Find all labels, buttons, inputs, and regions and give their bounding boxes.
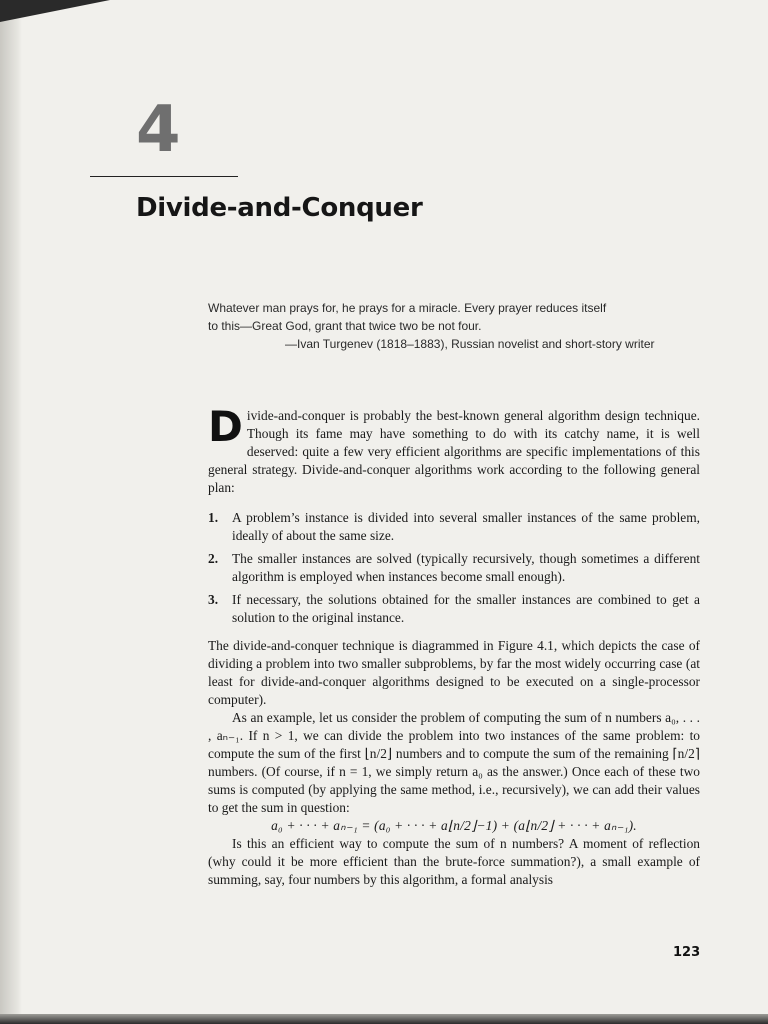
list-item xyxy=(208,509,700,545)
list-item xyxy=(208,550,700,586)
list-item xyxy=(208,591,700,627)
diagram-paragraph: The divide-and-conquer technique is diagrammed in Figure 4.1, which depicts the case of dividing a problem into two smaller subproblems, by far the most widely occurring case (at least for divide-and-conquer algorithms designed to be executed on a single-processor computer). xyxy=(208,638,700,707)
list-item-number: 1. xyxy=(208,510,219,525)
chapter-number: 4 xyxy=(136,93,181,167)
list-item-text: A problem’s instance is divided into several smaller instances of the same problem, ideally of about the same size. xyxy=(232,510,700,543)
page-corner-shadow xyxy=(0,0,110,22)
page-bottom-edge xyxy=(0,1014,768,1024)
epigraph-line-2: to this—Great God, grant that twice two be not four. xyxy=(208,319,482,333)
list-item-text: If necessary, the solutions obtained for the smaller instances are combined to get a solution to the original instance. xyxy=(232,592,700,625)
sum-formula: a₀ + · · · + aₙ₋₁ = (a₀ + · · · + a⌊n/2⌋−1) + (a⌊n/2⌋ + · · · + aₙ₋₁). xyxy=(271,818,637,833)
intro-paragraph xyxy=(208,402,700,497)
intro-text: ivide-and-conquer is probably the best-known general algorithm design technique. Though its fame may have something to do with its catchy name, it is well deserved: quite a few very efficient algorithms are specific implementations of this general strategy. Divide-and-conquer algorithms work according to the following general plan: xyxy=(208,408,700,495)
list-item-text: The smaller instances are solved (typically recursively, though sometimes a different algorithm is employed when instances become small enough). xyxy=(232,551,700,584)
list-item-number: 3. xyxy=(208,592,219,607)
example-paragraph: As an example, let us consider the problem of computing the sum of n numbers a₀, . . . , aₙ₋₁. If n > 1, we can divide the problem into two instances of the same problem: to compute the sum of the first ⌊n/2⌋ numbers and to compute the sum of the remaining ⌈n/2⌉ numbers. (Of course, if n = 1, we simply return a₀ as the answer.) Once each of these two sums is computed (by applying the same method, i.e., recursively), we can add their values to get the sum in question: xyxy=(208,710,700,815)
epigraph xyxy=(208,299,668,353)
question-paragraph: Is this an efficient way to compute the sum of n numbers? A moment of reflection (why could it be more efficient than the brute-force summation?), a small example of summing, say, four numbers by this algorithm, a formal analysis xyxy=(208,836,700,887)
drop-cap: D xyxy=(208,402,243,451)
chapter-rule xyxy=(90,176,238,177)
epigraph-attribution: —Ivan Turgenev (1818–1883), Russian novelist and short-story writer xyxy=(285,337,655,351)
page-binding-shadow xyxy=(0,0,22,1024)
plan-list xyxy=(208,509,700,627)
list-item-number: 2. xyxy=(208,551,219,566)
epigraph-line-1: Whatever man prays for, he prays for a miracle. Every prayer reduces itself xyxy=(208,301,607,315)
chapter-title: Divide-and-Conquer xyxy=(136,193,423,223)
page-number: 123 xyxy=(673,945,701,960)
body-text xyxy=(208,402,700,889)
